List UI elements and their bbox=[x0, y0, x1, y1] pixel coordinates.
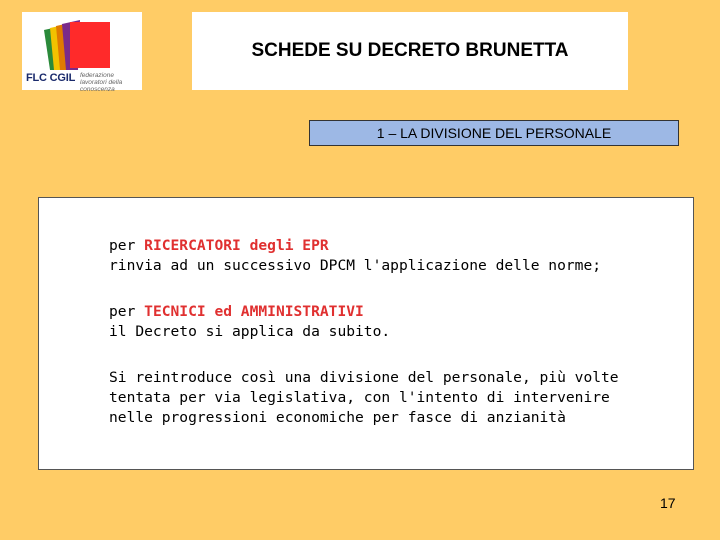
content-box bbox=[38, 197, 694, 470]
closing-line: Si reintroduce così una divisione del personale, più volte bbox=[109, 369, 619, 386]
highlight-text: RICERCATORI degli EPR bbox=[144, 237, 329, 254]
paragraph-line bbox=[109, 302, 390, 322]
paragraph-closing bbox=[109, 368, 619, 428]
prefix-text: per bbox=[109, 237, 145, 254]
page-title: SCHEDE SU DECRETO BRUNETTA bbox=[251, 40, 569, 61]
paragraph-tecnici bbox=[109, 302, 390, 342]
closing-line: tentata per via legislativa, con l'intento di intervenire bbox=[109, 389, 610, 406]
logo-name: FLC CGIL bbox=[26, 72, 76, 84]
logo-subtitle: federazione lavoratori della conoscenza bbox=[80, 72, 123, 93]
flc-cgil-logo bbox=[22, 12, 142, 93]
title-box bbox=[192, 12, 628, 90]
section-box bbox=[309, 120, 679, 146]
paragraph-line bbox=[109, 236, 601, 256]
closing-line: nelle progressioni economiche per fasce di anzianità bbox=[109, 409, 566, 426]
paragraph-line: il Decreto si applica da subito. bbox=[109, 323, 391, 340]
page-number: 17 bbox=[660, 495, 676, 511]
highlight-text: TECNICI ed AMMINISTRATIVI bbox=[144, 303, 364, 320]
paragraph-ricercatori bbox=[109, 236, 601, 276]
section-title: 1 – LA DIVISIONE DEL PERSONALE bbox=[376, 125, 612, 141]
paragraph-line: rinvia ad un successivo DPCM l'applicazione delle norme; bbox=[109, 257, 602, 274]
prefix-text: per bbox=[109, 303, 145, 320]
